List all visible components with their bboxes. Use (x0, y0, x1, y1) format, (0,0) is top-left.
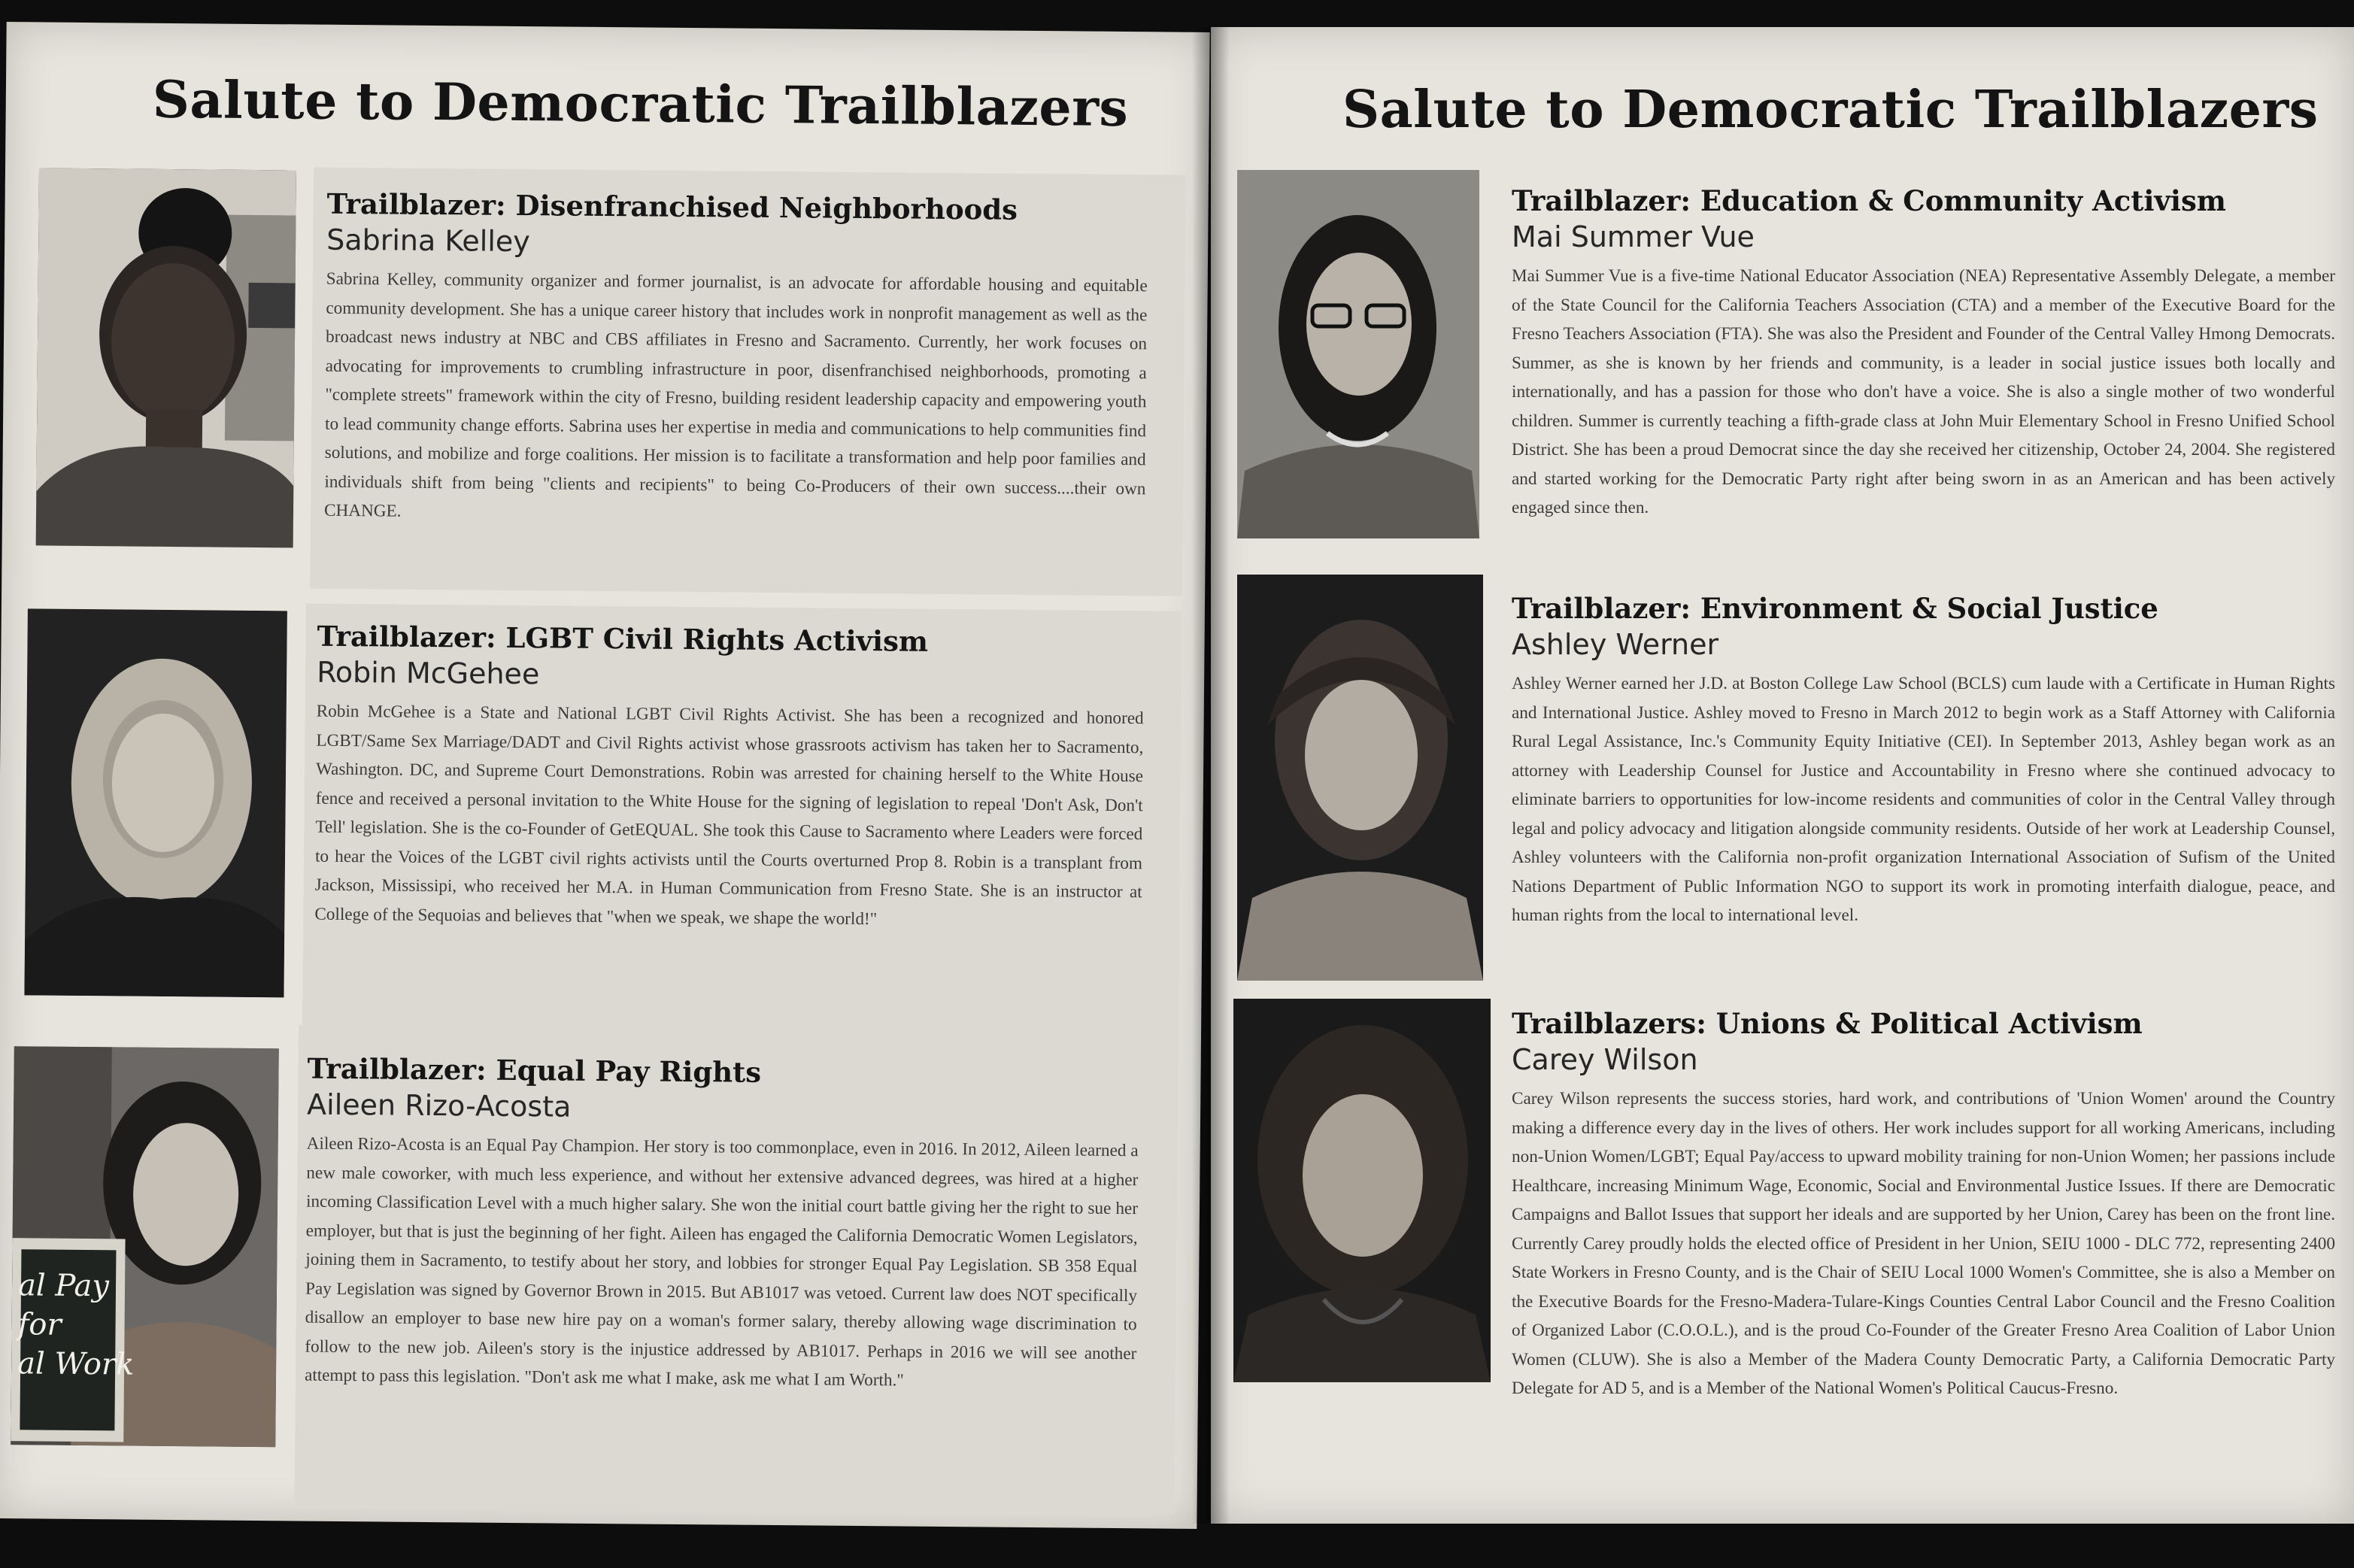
portrait-photo-robin-mcgehee (24, 608, 287, 997)
trailblazer-bio: Mai Summer Vue is a five-time National Educator Association (NEA) Representative Assembly Delegate, a member of the State Council for the California Teachers Association (CTA) and a member of the Executive Board for the Fresno Teachers Association (FTA). She was also the President and Founder of the Central Valley Hmong Democrats. Summer, as she is known by her friends and community, is a leader in social justice issues both locally and internationally, and has a passion for those who don't have a voice. She is also a single mother of two wonderful children. Summer is currently teaching a fifth-grade class at John Muir Elementary School in Fresno Unified School District. She has been a proud Democrat since the day she received her citizenship, October 24, 2004. She registered and started working for the Democratic Party right after being sworn in as an American and has been actively engaged since then. (1512, 266, 2335, 517)
portrait-photo-ashley-werner (1237, 575, 1483, 981)
entry-heading: Trailblazer: Environment & Social Justice (1512, 592, 2158, 625)
entry-heading: Trailblazer: LGBT Civil Rights Activism (317, 619, 929, 658)
left-page (0, 22, 1210, 1529)
portrait-photo-mai-summer-vue (1237, 170, 1479, 538)
trailblazer-name: Aileen Rizo-Acosta (306, 1087, 572, 1124)
entry-heading: Trailblazers: Unions & Political Activism (1512, 1007, 2143, 1040)
portrait-photo-sabrina-kelley (36, 168, 296, 547)
trailblazer-bio: Ashley Werner earned her J.D. at Boston College Law School (BCLS) cum laude with a Certificate in Human Rights and International Justice. Ashley moved to Fresno in March 2012 to begin work as a Staff Attorney with California Rural Legal Assistance, Inc.'s Community Equity Initiative (CEI). In September 2013, Ashley began work as an attorney with Leadership Counsel for Justice and Accountability in Fresno where she continued advocacy to eliminate barriers to opportunities for low-income residents and communities of color in the Central Valley through legal and policy advocacy and litigation alongside community residents. Outside of her work at Leadership Counsel, Ashley volunteers with the California non-profit organization International Association of Sufism of the United Nations Department of Public Information NGO to support its work in promoting interfaith dialogue, peace, and human rights from the local to international level. (1512, 674, 2335, 925)
right-page (1211, 27, 2354, 1524)
book-gutter (1192, 27, 1230, 1524)
portrait-photo-carey-wilson (1233, 999, 1491, 1382)
trailblazer-bio: Robin McGehee is a State and National LGBT Civil Rights Activist. She has been a recognized and honored LGBT/Same Sex Marriage/DADT and Civil Rights activist whose grassroots activism has taken her to Sacramento, Washington. DC, and Supreme Court Demonstrations. Robin was arrested for chaining herself to the White House fence and received a personal invitation to the White House for the signing of legislation to repeal 'Don't Ask, Don't Tell' legislation. She is the co-Founder of GetEQUAL. She took this Cause to Sacramento where Leaders were forced to hear the Voices of the LGBT civil rights activists until the Courts overturned Prop 8. Robin is a transplant from Jackson, Mississipi, who received her M.A. in Human Communication from Fresno State. She is an instructor at College of the Sequoias and believes that "when we speak, we shape the world!" (314, 701, 1144, 929)
entry-heading: Trailblazer: Education & Community Activism (1512, 184, 2226, 217)
entry-heading: Trailblazer: Equal Pay Rights (307, 1051, 762, 1089)
trailblazer-name: Carey Wilson (1512, 1043, 1698, 1076)
page-title: Salute to Democratic Trailblazers (1342, 80, 2319, 140)
trailblazer-bio: Aileen Rizo-Acosta is an Equal Pay Champion. Her story is too commonplace, even in 2016. In 2012, Aileen learned a new male coworker, with much less experience, and without her extensive advanced degrees, was hired at a higher incoming Classification Level with a much higher salary. She won the initial court battle giving her the right to sue her employer, but that is just the beginning of her fight. Aileen has engaged the California Democratic Women Legislators, joining them in Sacramento, to testify about her story, and lobbies for stronger Equal Pay Legislation. SB 358 Equal Pay Legislation was signed by Governor Brown in 2015. But AB1017 was vetoed. Current law does NOT specifically disallow an employer to base new hire pay on a woman's former salary, thereby allowing wage discrimination to follow to the new job. Aileen's story is the injustice addressed by AB1017. Perhaps in 2016 we will see another attempt to pass this legislation. "Don't ask me what I make, ask me what I am Worth." (304, 1133, 1139, 1391)
trailblazer-name: Sabrina Kelley (326, 223, 530, 259)
trailblazer-bio: Sabrina Kelley, community organizer and former journalist, is an advocate for affordable housing and equitable community development. She has a unique career history that includes work in nonprofit management as well as the broadcast news industry at NBC and CBS affiliates in Fresno and Sacramento. Currently, her work focuses on advocating for improvements to crumbling infrastructure in poor, disenfranchised neighborhoods, promoting a "complete streets" framework within the city of Fresno, building resident leadership capacity and empowering youth to lead community change efforts. Sabrina uses her expertise in media and communications to help communities find solutions, and mobilize and forge coalitions. Her mission is to facilitate a transformation and help poor families and individuals shift from being "clients and recipients" to being Co-Producers of their own success....their own CHANGE. (323, 268, 1148, 521)
portrait-photo-aileen-rizo-acosta (11, 1046, 279, 1447)
page-title: Salute to Democratic Trailblazers (152, 69, 1129, 139)
trailblazer-name: Robin McGehee (316, 655, 540, 691)
trailblazer-name: Ashley Werner (1512, 628, 1719, 661)
trailblazer-name: Mai Summer Vue (1512, 220, 1755, 253)
trailblazer-bio: Carey Wilson represents the success stories, hard work, and contributions of 'Union Women' around the Country making a difference every day in the lives of others. Her work includes support for all working Americans, including non-Union Women/LGBT; Equal Pay/access to upward mobility training for non-Union Women; her passions include Healthcare, increasing Minimum Wage, Economic, Social and Environmental Justice Issues. If there are Democratic Campaigns and Ballot Issues that support her ideals and are supported by her Union, Carey has been on the front line. Currently Carey proudly holds the elected office of President in her Union, SEIU 1000 - DLC 772, representing 2400 State Workers in Fresno County, and is the Chair of SEIU Local 1000 Women's Committee, she is also a Member on the Executive Boards for the Fresno-Madera-Tulare-Kings Counties Central Labor Council and the Fresno Coalition of Organized Labor (C.O.O.L.), and is the proud Co-Founder of the Greater Fresno Area Coalition of Labor Union Women (CLUW). She is also a Member of the Madera County Democratic Party, a California Democratic Party Delegate for AD 5, and is a Member of the National Women's Political Caucus-Fresno. (1512, 1089, 2335, 1398)
chalkboard-sign: al Pay for al Work (17, 1268, 135, 1382)
entry-heading: Trailblazer: Disenfranchised Neighborhoods (326, 187, 1018, 226)
